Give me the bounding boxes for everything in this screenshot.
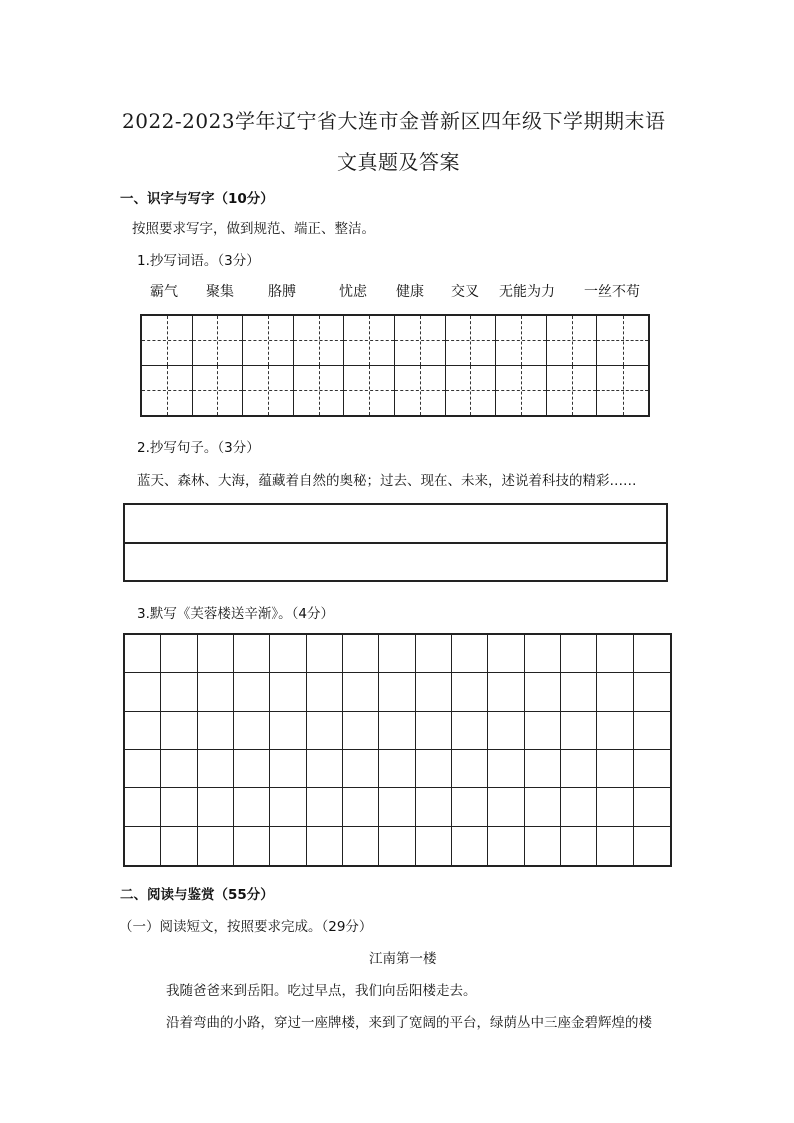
grid-cell[interactable] [343,635,379,673]
word-item: 健康 [396,284,424,300]
grid-cell[interactable] [488,712,524,750]
sentence-to-copy: 蓝天、森林、大海，蕴藏着自然的奥秘；过去、现在、未来，述说着科技的精彩…… [137,473,637,489]
grid-cell[interactable] [294,366,345,416]
grid-cell[interactable] [142,366,193,416]
grid-cell[interactable] [343,673,379,711]
grid-cell[interactable] [343,712,379,750]
grid-cell[interactable] [161,673,197,711]
grid-cell[interactable] [488,635,524,673]
grid-cell[interactable] [525,712,561,750]
grid-cell[interactable] [198,827,234,865]
grid-cell[interactable] [597,366,648,416]
poem-writing-grid[interactable] [123,633,672,867]
grid-cell[interactable] [452,712,488,750]
word-item: 胳膊 [268,284,296,300]
grid-cell[interactable] [307,788,343,826]
grid-cell[interactable] [344,366,395,416]
grid-cell[interactable] [525,750,561,788]
question-3-label: 3.默写《芙蓉楼送辛渐》。（4分） [137,606,334,622]
grid-cell[interactable] [496,366,547,416]
passage-paragraph: 沿着弯曲的小路，穿过一座牌楼，来到了宽阔的平台，绿荫丛中三座金碧辉煌的楼 [166,1015,652,1031]
reading-part-1-label: （一）阅读短文，按照要求完成。（29分） [119,919,373,935]
grid-cell[interactable] [270,788,306,826]
grid-cell[interactable] [452,673,488,711]
grid-cell[interactable] [193,366,244,416]
grid-cell[interactable] [270,712,306,750]
grid-cell[interactable] [416,673,452,711]
grid-cell[interactable] [634,788,670,826]
grid-cell[interactable] [161,750,197,788]
grid-cell[interactable] [561,635,597,673]
grid-cell[interactable] [597,750,633,788]
grid-cell[interactable] [547,316,598,366]
question-1-label: 1.抄写词语。（3分） [137,253,260,269]
grid-cell[interactable] [379,750,415,788]
grid-cell[interactable] [379,635,415,673]
grid-cell[interactable] [307,673,343,711]
grid-cell[interactable] [234,827,270,865]
grid-cell[interactable] [161,827,197,865]
grid-cell[interactable] [125,673,161,711]
grid-cell[interactable] [488,673,524,711]
grid-cell[interactable] [488,827,524,865]
grid-cell[interactable] [379,673,415,711]
grid-cell[interactable] [344,316,395,366]
grid-cell[interactable] [446,316,497,366]
grid-cell[interactable] [379,827,415,865]
document-title-line-2: 文真题及答案 [337,150,460,174]
grid-cell[interactable] [198,635,234,673]
grid-cell[interactable] [234,712,270,750]
grid-cell[interactable] [634,750,670,788]
grid-cell[interactable] [525,673,561,711]
grid-cell[interactable] [597,788,633,826]
word-item: 忧虑 [339,284,367,300]
grid-cell[interactable] [452,827,488,865]
grid-cell[interactable] [597,712,633,750]
word-item: 霸气 [150,284,178,300]
grid-cell[interactable] [343,827,379,865]
grid-cell[interactable] [561,673,597,711]
grid-cell[interactable] [307,827,343,865]
question-2-label: 2.抄写句子。（3分） [137,440,260,456]
grid-cell[interactable] [270,827,306,865]
grid-cell[interactable] [416,750,452,788]
grid-cell[interactable] [416,712,452,750]
grid-cell[interactable] [125,750,161,788]
grid-cell[interactable] [561,712,597,750]
grid-cell[interactable] [270,673,306,711]
grid-cell[interactable] [198,673,234,711]
passage-title: 江南第一楼 [369,951,437,967]
grid-cell[interactable] [234,673,270,711]
grid-cell[interactable] [198,712,234,750]
grid-cell[interactable] [561,750,597,788]
grid-cell[interactable] [161,712,197,750]
grid-cell[interactable] [234,635,270,673]
grid-cell[interactable] [525,827,561,865]
grid-cell[interactable] [198,750,234,788]
grid-cell[interactable] [161,788,197,826]
grid-cell[interactable] [161,635,197,673]
grid-cell[interactable] [125,635,161,673]
grid-cell[interactable] [416,827,452,865]
grid-cell[interactable] [452,635,488,673]
grid-cell[interactable] [634,827,670,865]
grid-cell[interactable] [125,712,161,750]
document-title-line-1: 2022-2023学年辽宁省大连市金普新区四年级下学期期末语 [122,109,666,133]
word-item: 聚集 [206,284,234,300]
grid-cell[interactable] [561,827,597,865]
grid-cell[interactable] [496,316,547,366]
grid-cell[interactable] [597,673,633,711]
grid-cell[interactable] [395,316,446,366]
grid-cell[interactable] [198,788,234,826]
grid-cell[interactable] [416,635,452,673]
grid-cell[interactable] [634,635,670,673]
grid-cell[interactable] [294,316,345,366]
grid-cell[interactable] [488,750,524,788]
grid-cell[interactable] [525,788,561,826]
grid-cell[interactable] [634,712,670,750]
grid-cell[interactable] [634,673,670,711]
grid-cell[interactable] [446,366,497,416]
passage-paragraph: 我随爸爸来到岳阳。吃过早点，我们向岳阳楼走去。 [166,983,477,999]
grid-cell[interactable] [561,788,597,826]
word-writing-grid[interactable] [140,314,650,417]
grid-cell[interactable] [416,788,452,826]
grid-cell[interactable] [597,635,633,673]
word-item: 交叉 [451,284,479,300]
grid-cell[interactable] [142,316,193,366]
grid-cell[interactable] [234,750,270,788]
grid-cell[interactable] [243,316,294,366]
grid-cell[interactable] [452,788,488,826]
section-2-heading: 二、阅读与鉴赏（55分） [120,887,274,903]
grid-cell[interactable] [379,788,415,826]
grid-cell[interactable] [597,316,648,366]
grid-cell[interactable] [125,827,161,865]
grid-cell[interactable] [379,712,415,750]
grid-cell[interactable] [307,635,343,673]
grid-cell[interactable] [307,750,343,788]
grid-cell[interactable] [125,788,161,826]
grid-cell[interactable] [343,750,379,788]
grid-cell[interactable] [307,712,343,750]
grid-cell[interactable] [395,366,446,416]
grid-cell[interactable] [525,635,561,673]
section-1-instruction: 按照要求写字，做到规范、端正、整洁。 [132,221,375,237]
grid-cell[interactable] [270,750,306,788]
line-divider [125,542,666,544]
grid-cell[interactable] [193,316,244,366]
grid-cell[interactable] [597,827,633,865]
word-item: 一丝不苟 [584,284,640,300]
sentence-writing-box[interactable] [123,503,668,582]
section-1-heading: 一、识字与写字（10分） [120,191,274,207]
grid-cell[interactable] [488,788,524,826]
grid-cell[interactable] [452,750,488,788]
grid-cell[interactable] [343,788,379,826]
grid-cell[interactable] [234,788,270,826]
grid-cell[interactable] [243,366,294,416]
grid-cell[interactable] [270,635,306,673]
grid-cell[interactable] [547,366,598,416]
word-item: 无能为力 [499,284,555,300]
